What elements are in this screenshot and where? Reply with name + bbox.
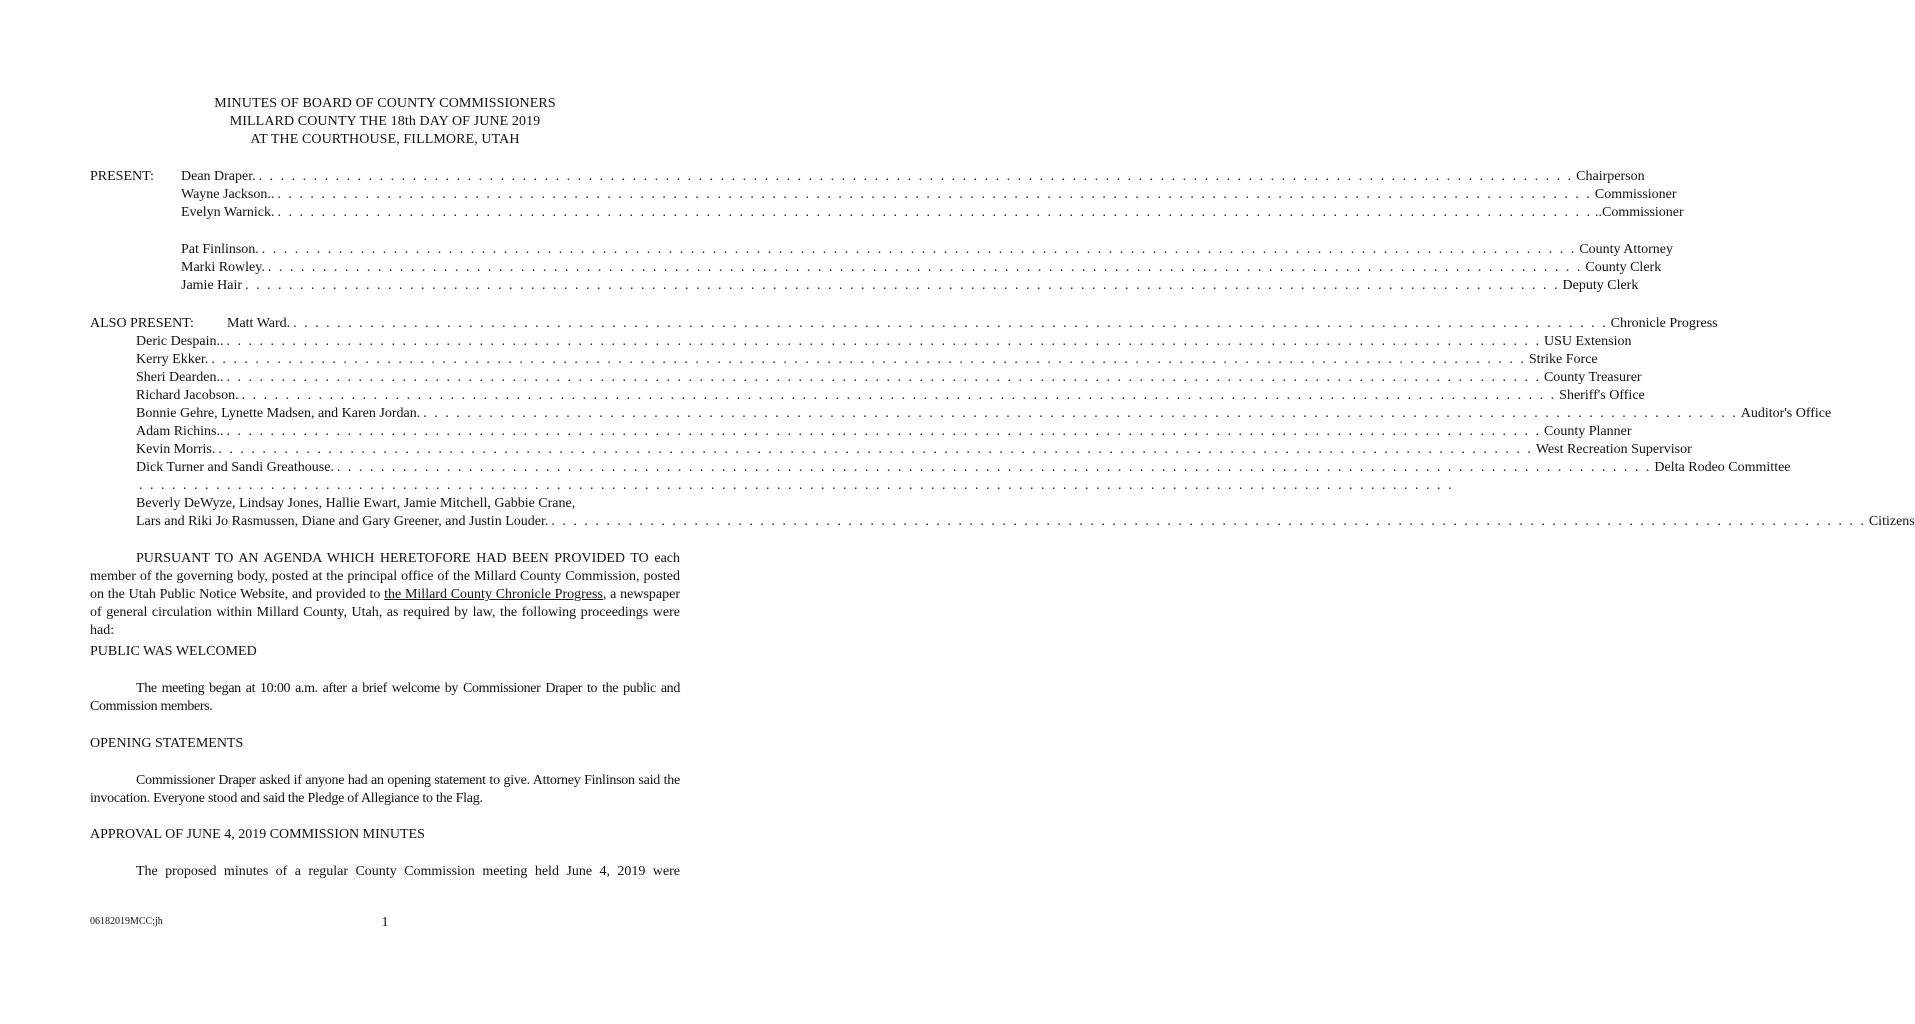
also-present-entry: [136, 387, 1645, 405]
attendee-name: Dick Turner and Sandi Greathouse.: [136, 460, 334, 475]
attendee-name: Sheri Dearden..: [136, 370, 224, 385]
also-present-label: ALSO PRESENT:: [90, 316, 194, 331]
attendee-name: Bonnie Gehre, Lynette Madsen, and Karen Jordan.: [136, 406, 421, 421]
attendee-name: Kerry Ekker.: [136, 352, 209, 367]
leader-dots: . . . . . . . . . . . . . . . . . . . . . . . . . . . . . . . . . . . . . . . . . . . . . . . . . . . . . . . . . . . . . . . . . . . . . . . . . . . . . . . . . . . . . . . . . . . . . . . . . . . . . . . . . . . . . . . . . . . . . . . .: [551, 514, 1866, 529]
attendee-role: Delta Rodeo Committee: [1654, 460, 1791, 475]
section-heading: APPROVAL OF JUNE 4, 2019 COMMISSION MINUTES: [90, 827, 425, 842]
present-entry: [181, 241, 1674, 259]
attendee-name: Wayne Jackson..: [181, 187, 275, 202]
present-entry: [181, 168, 1645, 186]
attendee-name: Jamie Hair: [181, 278, 243, 293]
page-number: 1: [381, 915, 389, 930]
pursuant-text-after: , a newspaper of general circulation within Millard County, Utah, as required by law, the following proceedings were had:: [90, 587, 680, 638]
section-body: The proposed minutes of a regular County Commission meeting held June 4, 2019 were: [136, 864, 680, 879]
present-entry: [181, 259, 1662, 277]
citizens-entry: [136, 513, 1915, 531]
attendee-name: Deric Despain..: [136, 334, 224, 349]
leader-dots: . . . . . . . . . . . . . . . . . . . . . . . . . . . . . . . . . . . . . . . . . . . . . . . . . . . . . . . . . . . . . . . . . . . . . . . . . . . . . . . . . . . . . . . . . . . . . . . . . . . . . . . . . . . . . . . . . . . . . . . .: [226, 334, 1541, 349]
attendee-role: Strike Force: [1528, 352, 1598, 367]
also-present-entry: [136, 459, 1791, 477]
document-code: 06182019MCC;jh: [90, 916, 163, 927]
attendee-role: Chairperson: [1576, 169, 1645, 184]
also-present-entry: [136, 333, 1632, 351]
leader-dots: . . . . . . . . . . . . . . . . . . . . . . . . . . . . . . . . . . . . . . . . . . . . . . . . . . . . . . . . . . . . . . . . . . . . . . . . . . . . . . . . . . . . . . . . . . . . . . . . . . . . . . . . . . . . . . . . . . . . . . . .: [258, 169, 1574, 184]
also-present-entry: [136, 405, 1832, 423]
attendee-role: County Attorney: [1579, 242, 1674, 257]
minutes-title-line3: AT THE COURTHOUSE, FILLMORE, UTAH: [250, 132, 520, 147]
minutes-title-line2: MILLARD COUNTY THE 18th DAY OF JUNE 2019: [229, 114, 541, 129]
pursuant-paragraph: [90, 550, 680, 640]
also-present-entry: [136, 351, 1598, 369]
newspaper-name: the Millard County Chronicle Progress: [384, 587, 603, 602]
leader-dots: . . . . . . . . . . . . . . . . . . . . . . . . . . . . . . . . . . . . . . . . . . . . . . . . . . . . . . . . . . . . . . . . . . . . . . . . . . . . . . . . . . . . . . . . . . . . . . . . . . . . . . . . . . . . . . . . . . . . . . . .: [226, 424, 1541, 439]
attendee-name: Adam Richins..: [136, 424, 224, 439]
attendee-role: Chronicle Progress: [1610, 316, 1718, 331]
leader-dots: . . . . . . . . . . . . . . . . . . . . . . . . . . . . . . . . . . . . . . . . . . . . . . . . . . . . . . . . . . . . . . . . . . . . . . . . . . . . . . . . . . . . . . . . . . . . . . . . . . . . . . . . . . . . . . . . . . . . . . . .: [336, 460, 1652, 475]
also-present-entry: [136, 477, 1454, 495]
leader-dots: . . . . . . . . . . . . . . . . . . . . . . . . . . . . . . . . . . . . . . . . . . . . . . . . . . . . . . . . . . . . . . . . . . . . . . . . . . . . . . . . . . . . . . . . . . . . . . . . . . . . . . . . . . . . . . . . . . . . . . . .: [423, 406, 1738, 421]
leader-dots: . . . . . . . . . . . . . . . . . . . . . . . . . . . . . . . . . . . . . . . . . . . . . . . . . . . . . . . . . . . . . . . . . . . . . . . . . . . . . . . . . . . . . . . . . . . . . . . . . . . . . . . . . . . . . . . . . . . . . . . .: [241, 388, 1557, 403]
attendee-name: Kevin Morris.: [136, 442, 216, 457]
attendee-role: County Treasurer: [1543, 370, 1642, 385]
present-entry: [181, 204, 1684, 222]
attendee-role: Auditor's Office: [1740, 406, 1832, 421]
leader-dots: . . . . . . . . . . . . . . . . . . . . . . . . . . . . . . . . . . . . . . . . . . . . . . . . . . . . . . . . . . . . . . . . . . . . . . . . . . . . . . . . . . . . . . . . . . . . . . . . . . . . . . . . . . . . . . . . . . . . . . . .: [267, 260, 1583, 275]
pursuant-text-before: PURSUANT TO AN AGENDA WHICH HERETOFORE HAD BEEN PROVIDED TO each member of the governing body, posted at the principal office of the Millard County Commission, posted on the Utah Public Notice Website, and provided to: [90, 551, 680, 602]
present-label: PRESENT:: [90, 169, 154, 184]
present-entry: [181, 277, 1639, 295]
attendee-role: County Clerk: [1585, 260, 1662, 275]
leader-dots: . . . . . . . . . . . . . . . . . . . . . . . . . . . . . . . . . . . . . . . . . . . . . . . . . . . . . . . . . . . . . . . . . . . . . . . . . . . . . . . . . . . . . . . . . . . . . . . . . . . . . . . . . . . . . . . . . . . . . . . .: [218, 442, 1533, 457]
attendee-name: Marki Rowley.: [181, 260, 265, 275]
leader-dots: . . . . . . . . . . . . . . . . . . . . . . . . . . . . . . . . . . . . . . . . . . . . . . . . . . . . . . . . . . . . . . . . . . . . . . . . . . . . . . . . . . . . . . . . . . . . . . . . . . . . . . . . . . . . . . . . . . . . . . . .: [293, 316, 1608, 331]
attendee-role: Sheriff's Office: [1559, 388, 1645, 403]
leader-dots: . . . . . . . . . . . . . . . . . . . . . . . . . . . . . . . . . . . . . . . . . . . . . . . . . . . . . . . . . . . . . . . . . . . . . . . . . . . . . . . . . . . . . . . . . . . . . . . . . . . . . . . . . . . . . . . . . . . . . . . .: [226, 370, 1541, 385]
leader-dots: . . . . . . . . . . . . . . . . . . . . . . . . . . . . . . . . . . . . . . . . . . . . . . . . . . . . . . . . . . . . . . . . . . . . . . . . . . . . . . . . . . . . . . . . . . . . . . . . . . . . . . . . . . . . . . . . . . . . . . . .: [211, 352, 1526, 367]
section-heading: PUBLIC WAS WELCOMED: [90, 644, 257, 659]
attendee-role: USU Extension: [1543, 334, 1632, 349]
citizens-role: Citizens: [1868, 514, 1915, 529]
leader-dots: . . . . . . . . . . . . . . . . . . . . . . . . . . . . . . . . . . . . . . . . . . . . . . . . . . . . . . . . . . . . . . . . . . . . . . . . . . . . . . . . . . . . . . . . . . . . . . . . . . . . . . . . . . . . . . . . . . . . . . . .: [277, 205, 1592, 220]
also-present-entry: [227, 315, 1718, 333]
citizens-names: Lars and Riki Jo Rasmussen, Diane and Gary Greener, and Justin Louder.: [136, 514, 549, 529]
attendee-role: West Recreation Supervisor: [1535, 442, 1692, 457]
citizens-line1: Beverly DeWyze, Lindsay Jones, Hallie Ewart, Jamie Mitchell, Gabbie Crane,: [136, 496, 576, 511]
attendee-name: Evelyn Warnick.: [181, 205, 275, 220]
leader-dots: . . . . . . . . . . . . . . . . . . . . . . . . . . . . . . . . . . . . . . . . . . . . . . . . . . . . . . . . . . . . . . . . . . . . . . . . . . . . . . . . . . . . . . . . . . . . . . . . . . . . . . . . . . . . . . . . . . . . . . . .: [245, 278, 1560, 293]
attendee-role: County Planner: [1544, 424, 1632, 439]
also-present-entry: [136, 423, 1632, 441]
leader-dots: . . . . . . . . . . . . . . . . . . . . . . . . . . . . . . . . . . . . . . . . . . . . . . . . . . . . . . . . . . . . . . . . . . . . . . . . . . . . . . . . . . . . . . . . . . . . . . . . . . . . . . . . . . . . . . . . . . . . . . . .: [261, 242, 1577, 257]
attendee-role: Deputy Clerk: [1562, 278, 1639, 293]
attendee-name: Pat Finlinson.: [181, 242, 259, 257]
leader-dots: . . . . . . . . . . . . . . . . . . . . . . . . . . . . . . . . . . . . . . . . . . . . . . . . . . . . . . . . . . . . . . . . . . . . . . . . . . . . . . . . . . . . . . . . . . . . . . . . . . . . . . . . . . . . . . . . . . . . . . . .: [277, 187, 1592, 202]
minutes-title-line1: MINUTES OF BOARD OF COUNTY COMMISSIONERS: [214, 96, 556, 111]
attendee-role: Commissioner: [1594, 187, 1677, 202]
also-present-entry: [136, 441, 1692, 459]
section-body: Commissioner Draper asked if anyone had an opening statement to give. Attorney Finlinson said the invocation. Everyone stood and said the Pledge of Allegiance to the Flag.: [90, 773, 680, 806]
attendee-name: Matt Ward.: [227, 316, 291, 331]
section-body: The meeting began at 10:00 a.m. after a brief welcome by Commissioner Draper to the public and Commission members.: [90, 681, 680, 714]
also-present-entry: [136, 369, 1642, 387]
section-heading: OPENING STATEMENTS: [90, 736, 244, 751]
attendee-role: ..Commissioner: [1594, 205, 1684, 220]
attendee-name: Richard Jacobson.: [136, 388, 239, 403]
attendee-name: Dean Draper.: [181, 169, 256, 184]
leader-dots: . . . . . . . . . . . . . . . . . . . . . . . . . . . . . . . . . . . . . . . . . . . . . . . . . . . . . . . . . . . . . . . . . . . . . . . . . . . . . . . . . . . . . . . . . . . . . . . . . . . . . . . . . . . . . . . . . . . . . . . .: [139, 478, 1454, 493]
present-entry: [181, 186, 1677, 204]
